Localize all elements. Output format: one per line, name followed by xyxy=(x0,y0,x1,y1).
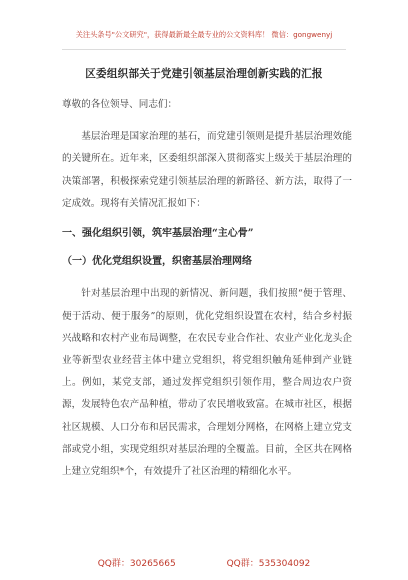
document-body xyxy=(62,94,352,483)
body-paragraph: 针对基层治理中出现的新情况、新问题，我们按照“便于管理、便于活动、便于服务”的原则，优化党组织设置在农村，结合乡村振兴战略和农村产业布局调整，在农民专业合作社、农业产业化龙头企业等新型农业经营主体中建立党组织，将党组织触角延伸到产业链上。例如，某党支部，通过发挥党组织引领作用，整合周边农户资源，发展特色农产品种植，带动了农民增收致富。在城市社区，根据社区规模、人口分布和居民需求，合理划分网格，在网格上建立党支部或党小组，实现党组织对基层治理的全覆盖。目前，全区共在网格上建立党组织*个，有效提升了社区治理的精细化水平。 xyxy=(62,288,352,478)
footer xyxy=(0,556,408,574)
header-divider xyxy=(62,49,346,50)
subsection-heading: （一）优化党组织设置，织密基层治理网络 xyxy=(62,256,252,268)
footer-qq-group-1: QQ群：30265665 xyxy=(97,559,176,569)
salutation: 尊敬的各位领导、同志们： xyxy=(62,99,178,110)
document-title: 区委组织部关于党建引领基层治理创新实践的汇报 xyxy=(85,68,323,80)
intro-paragraph: 基层治理是国家治理的基石，而党建引领则是提升基层治理效能的关键所在。近年来，区委组织部深入贯彻落实上级关于基层治理的决策部署，积极探索党建引领基层治理的新路径、新方法，取得了一定成效。现将有关情况汇报如下： xyxy=(62,131,352,209)
section-heading: 一、强化组织引领，筑牢基层治理“主心骨” xyxy=(62,228,254,240)
header-banner: 关注头条号"公文研究"，获得最新最全最专业的公文资料库！ 微信：gongwenyj xyxy=(75,30,333,39)
footer-qq-group-2: QQ群：535304092 xyxy=(226,559,311,569)
